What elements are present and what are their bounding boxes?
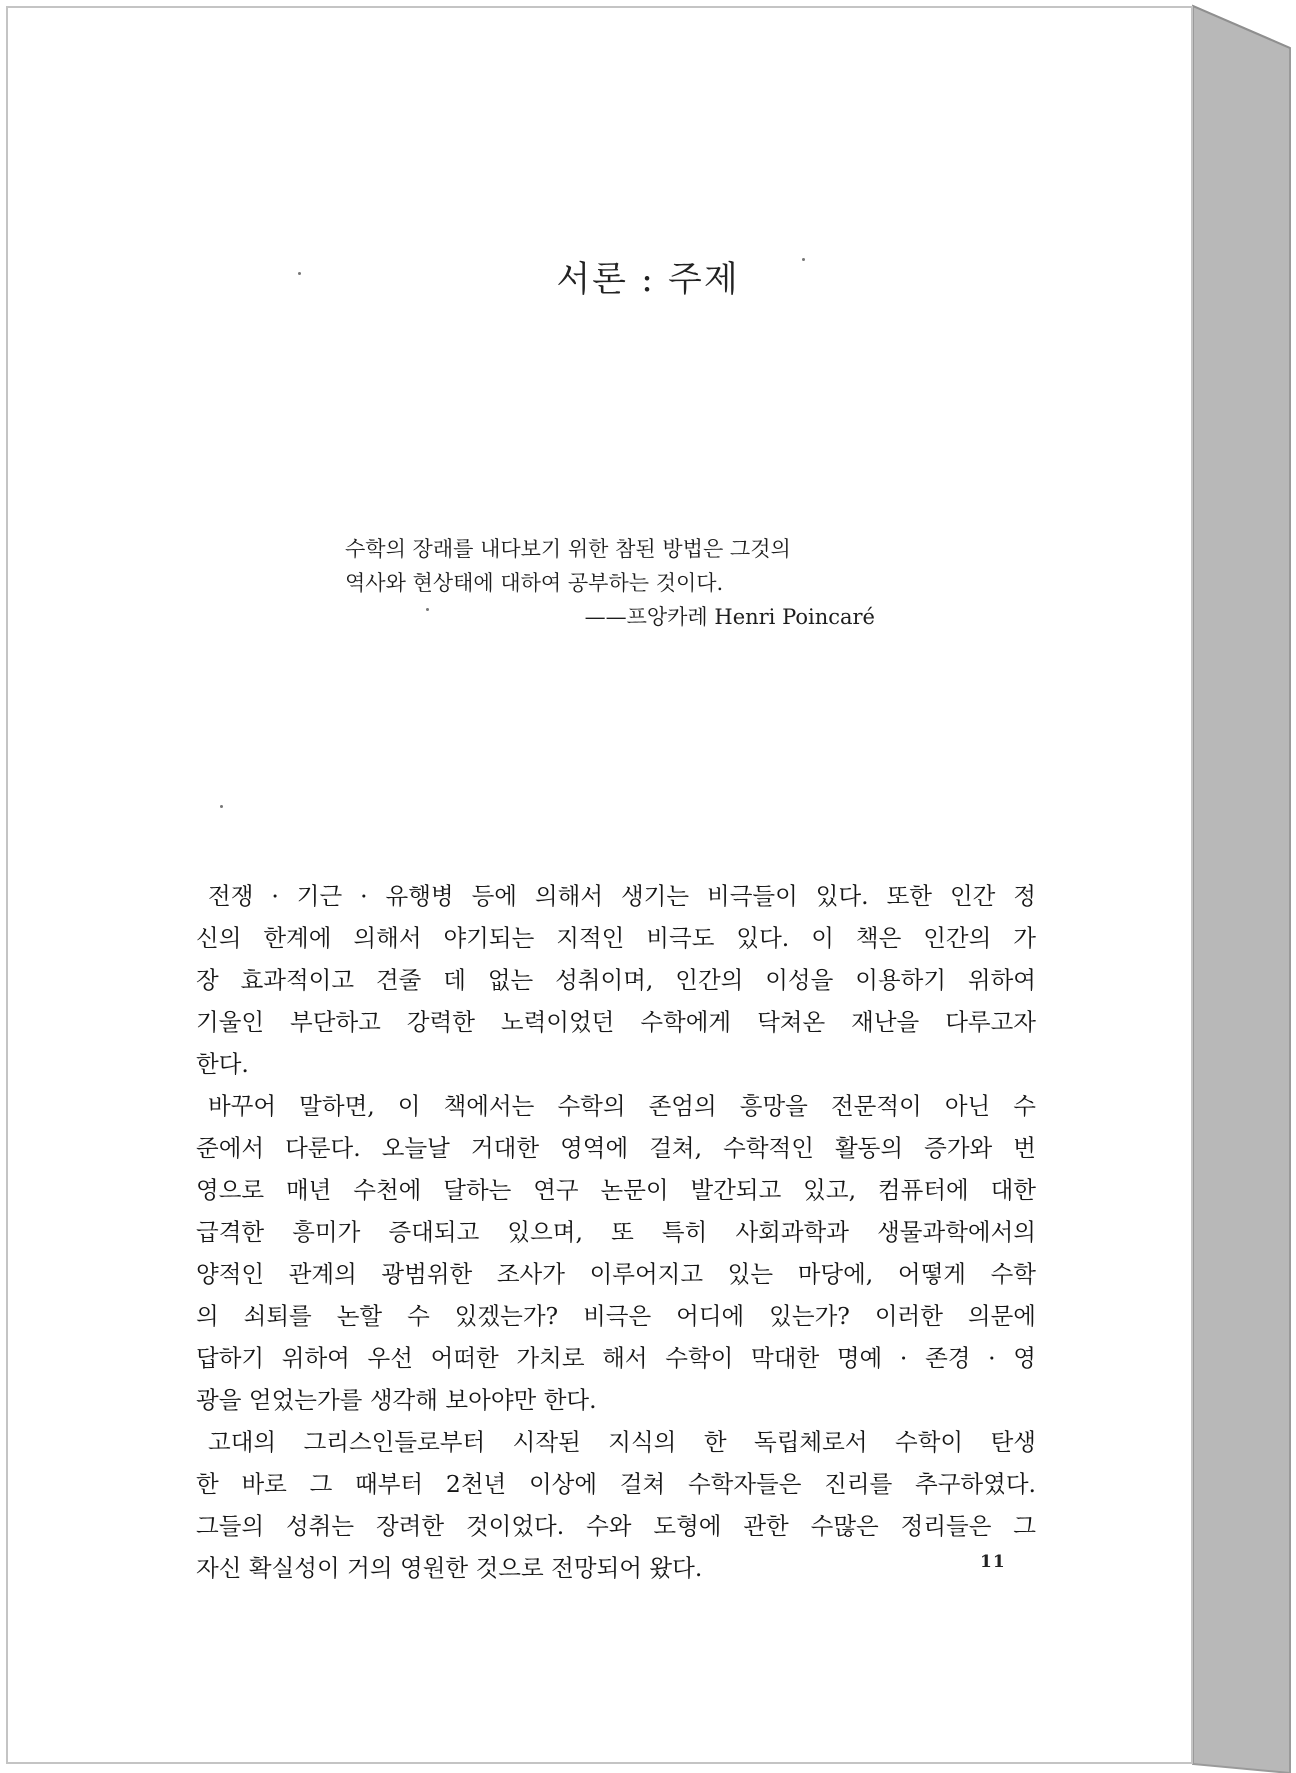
text-line: 영으로 매년 수천에 달하는 연구 논문이 발간되고 있고, 컴퓨터에 대한: [196, 1176, 1036, 1204]
scan-speck: [298, 272, 301, 275]
paragraph: [196, 1085, 1036, 1421]
scan-speck: [426, 608, 429, 611]
paragraph: [196, 875, 1036, 1085]
text-line: 준에서 다룬다. 오늘날 거대한 영역에 걸쳐, 수학적인 활동의 증가와 번: [196, 1134, 1036, 1162]
text-line: 장 효과적이고 견줄 데 없는 성취이며, 인간의 이성을 이용하기 위하여: [196, 966, 1036, 994]
text-line: 전쟁 · 기근 · 유행병 등에 의해서 생기는 비극들이 있다. 또한 인간 정: [208, 882, 1036, 910]
text-line: 의 쇠퇴를 논할 수 있겠는가? 비극은 어디에 있는가? 이러한 의문에: [196, 1302, 1036, 1330]
scan-speck: [220, 805, 223, 808]
scan-speck: [802, 258, 805, 261]
text-line: 신의 한계에 의해서 야기되는 지적인 비극도 있다. 이 책은 인간의 가: [196, 924, 1036, 952]
epigraph-line: 수학의 장래를 내다보기 위한 참된 방법은 그것의: [345, 537, 791, 561]
text-line: 그들의 성취는 장려한 것이었다. 수와 도형에 관한 수많은 정리들은 그: [196, 1512, 1036, 1540]
text-line: 기울인 부단하고 강력한 노력이었던 수학에게 닥쳐온 재난을 다루고자: [196, 1008, 1036, 1036]
text-line: 답하기 위하여 우선 어떠한 가치로 해서 수학이 막대한 명예 · 존경 · 영: [196, 1344, 1036, 1372]
text-line: 한 바로 그 때부터 2천년 이상에 걸쳐 수학자들은 진리를 추구하였다.: [196, 1470, 1036, 1498]
text-line: 바꾸어 말하면, 이 책에서는 수학의 존엄의 흥망을 전문적이 아닌 수: [208, 1092, 1036, 1120]
epigraph: [345, 532, 885, 634]
page-number: 11: [980, 1552, 1006, 1572]
text-line: 고대의 그리스인들로부터 시작된 지식의 한 독립체로서 수학이 탄생: [208, 1428, 1036, 1456]
text-line: 광을 얻었는가를 생각해 보아야만 한다.: [196, 1386, 597, 1414]
text-line: 급격한 흥미가 증대되고 있으며, 또 특히 사회과학과 생물과학에서의: [196, 1218, 1036, 1246]
epigraph-line: 역사와 현상태에 대하여 공부하는 것이다.: [345, 571, 724, 595]
text-line: 양적인 관계의 광범위한 조사가 이루어지고 있는 마당에, 어떻게 수학: [196, 1260, 1036, 1288]
text-line: 자신 확실성이 거의 영원한 것으로 전망되어 왔다.: [196, 1554, 703, 1582]
paragraph: [196, 1421, 1036, 1589]
epigraph-attribution: ——프앙카레 Henri Poincaré: [584, 605, 875, 629]
body-text: [196, 875, 1036, 1589]
page-title: 서론 : 주제: [556, 260, 740, 300]
text-line: 한다.: [196, 1050, 249, 1078]
